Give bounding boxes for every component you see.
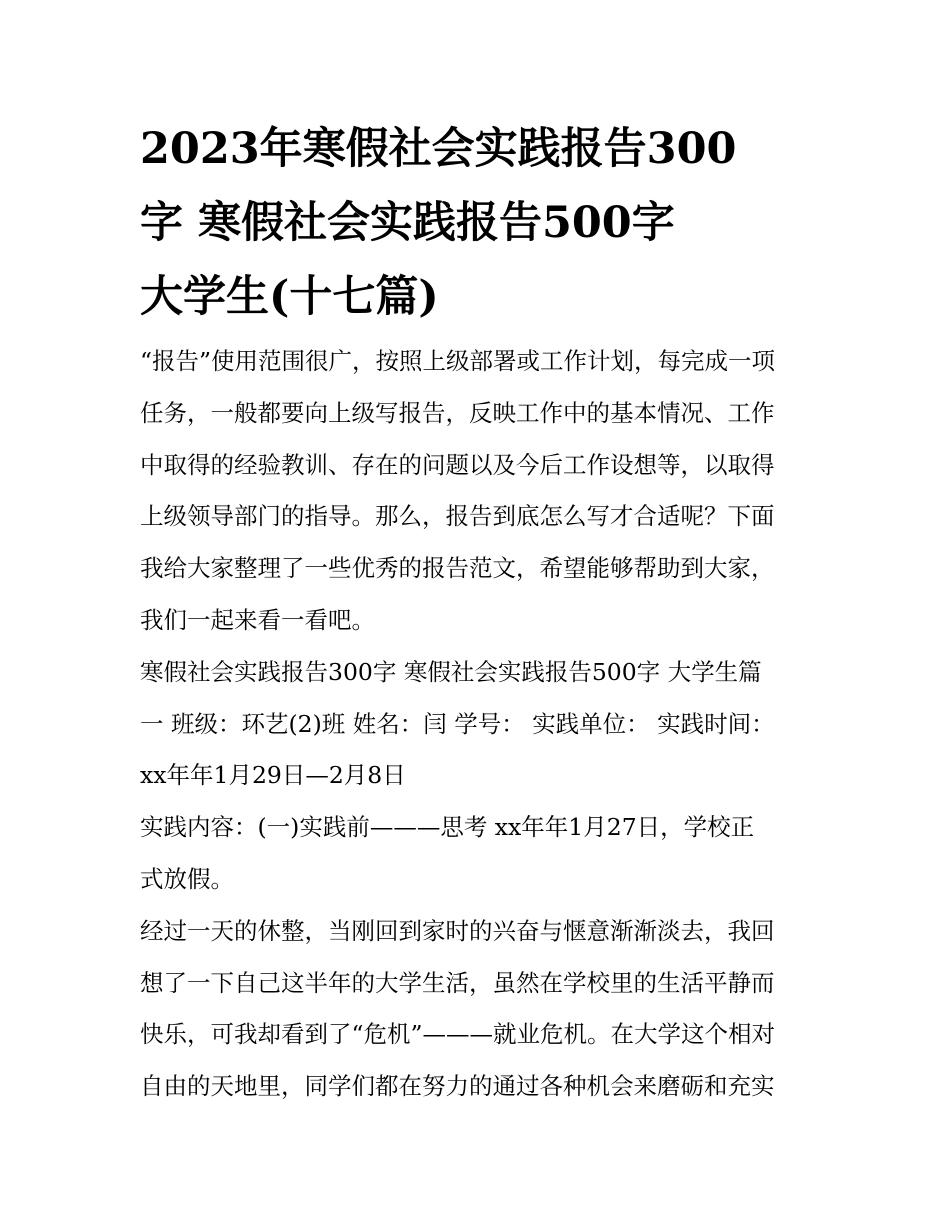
body-line-15: 自由的天地里，同学们都在努力的通过各种机会来磨砺和充实	[140, 1072, 775, 1101]
title-line-2: 字 寒假社会实践报告500字	[140, 198, 675, 248]
body-line-2: 任务，一般都要向上级写报告，反映工作中的基本情况、工作	[140, 398, 775, 427]
body-line-8: 一 班级：环艺(2)班 姓名：闫 学号： 实践单位： 实践时间：	[140, 709, 775, 738]
body-line-4: 上级领导部门的指导。那么，报告到底怎么写才合适呢？下面	[140, 502, 775, 531]
document-body	[140, 336, 820, 1113]
body-line-5: 我给大家整理了一些优秀的报告范文，希望能够帮助到大家，	[140, 554, 775, 583]
body-line-10: 实践内容：(一)实践前———思考 xx年年1月27日，学校正	[140, 813, 755, 842]
document-content	[140, 112, 820, 1113]
body-line-13: 想了一下自己这半年的大学生活，虽然在学校里的生活平静而	[140, 968, 775, 997]
body-line-9: xx年年1月29日—2月8日	[140, 761, 406, 790]
body-line-3: 中取得的经验教训、存在的问题以及今后工作设想等，以取得	[140, 450, 775, 479]
body-line-14: 快乐，可我却看到了“危机”———就业危机。在大学这个相对	[140, 1020, 776, 1049]
title-line-1: 2023年寒假社会实践报告300	[140, 124, 737, 174]
body-line-1: “报告”使用范围很广，按照上级部署或工作计划，每完成一项	[140, 347, 776, 375]
body-line-11: 式放假。	[140, 864, 234, 893]
document-title	[140, 112, 820, 334]
body-line-7: 寒假社会实践报告300字 寒假社会实践报告500字 大学生篇	[140, 657, 762, 686]
body-line-12: 经过一天的休整，当刚回到家时的兴奋与惬意渐渐淡去，我回	[140, 916, 775, 945]
title-line-3: 大学生(十七篇)	[140, 272, 439, 322]
body-line-6: 我们一起来看一看吧。	[140, 605, 375, 634]
